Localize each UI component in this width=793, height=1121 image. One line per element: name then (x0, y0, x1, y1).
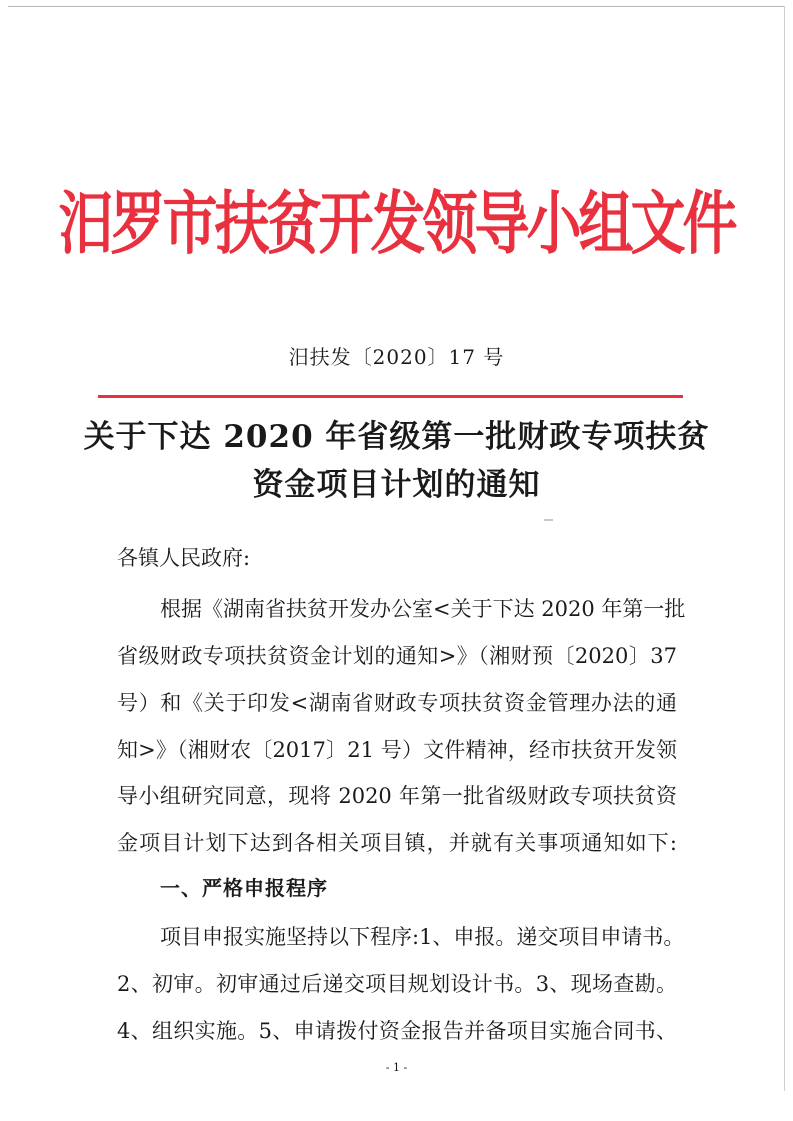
red-divider-line (98, 395, 683, 398)
paragraph-2-line-2: 2、初审。初审通过后递交项目规划设计书。3、现场查勘。 (117, 972, 677, 996)
paragraph-1-line-1: 根据《湖南省扶贫开发办公室<关于下达 2020 年第一批 (160, 597, 686, 621)
paragraph-2-line-1: 项目申报实施坚持以下程序:1、申报。递交项目申请书。 (160, 925, 685, 949)
paragraph-1-line-2: 省级财政专项扶贫资金计划的通知>》（湘财预〔2020〕37 (117, 644, 677, 668)
paragraph-1-line-6: 金项目计划下达到各相关项目镇，并就有关事项通知如下: (117, 831, 677, 855)
paragraph-2-line-3: 4、组织实施。5、申请拨付资金报告并备项目实施合同书、 (117, 1019, 677, 1043)
document-number: 汨扶发〔2020〕17 号 (288, 345, 505, 369)
scan-top-edge (8, 6, 785, 7)
section-1-heading: 一、严格申报程序 (160, 876, 328, 900)
scan-right-edge (784, 6, 785, 1091)
page-number: - 1 - (385, 1061, 408, 1074)
scan-mark (544, 519, 553, 521)
issuing-organization-header: 汨罗市扶贫开发领导小组文件 (58, 183, 735, 264)
paragraph-1-line-3: 号）和《关于印发<湖南省财政专项扶贫资金管理办法的通 (117, 691, 677, 715)
paragraph-1-line-5: 导小组研究同意，现将 2020 年第一批省级财政专项扶贫资 (117, 784, 677, 808)
paragraph-1-line-4: 知>》（湘财农〔2017〕21 号）文件精神，经市扶贫开发领 (117, 738, 677, 762)
document-title-line-1: 关于下达 2020 年省级第一批财政专项扶贫 (83, 419, 710, 455)
document-title-line-2: 资金项目计划的通知 (252, 467, 541, 503)
salutation: 各镇人民政府: (117, 546, 251, 570)
